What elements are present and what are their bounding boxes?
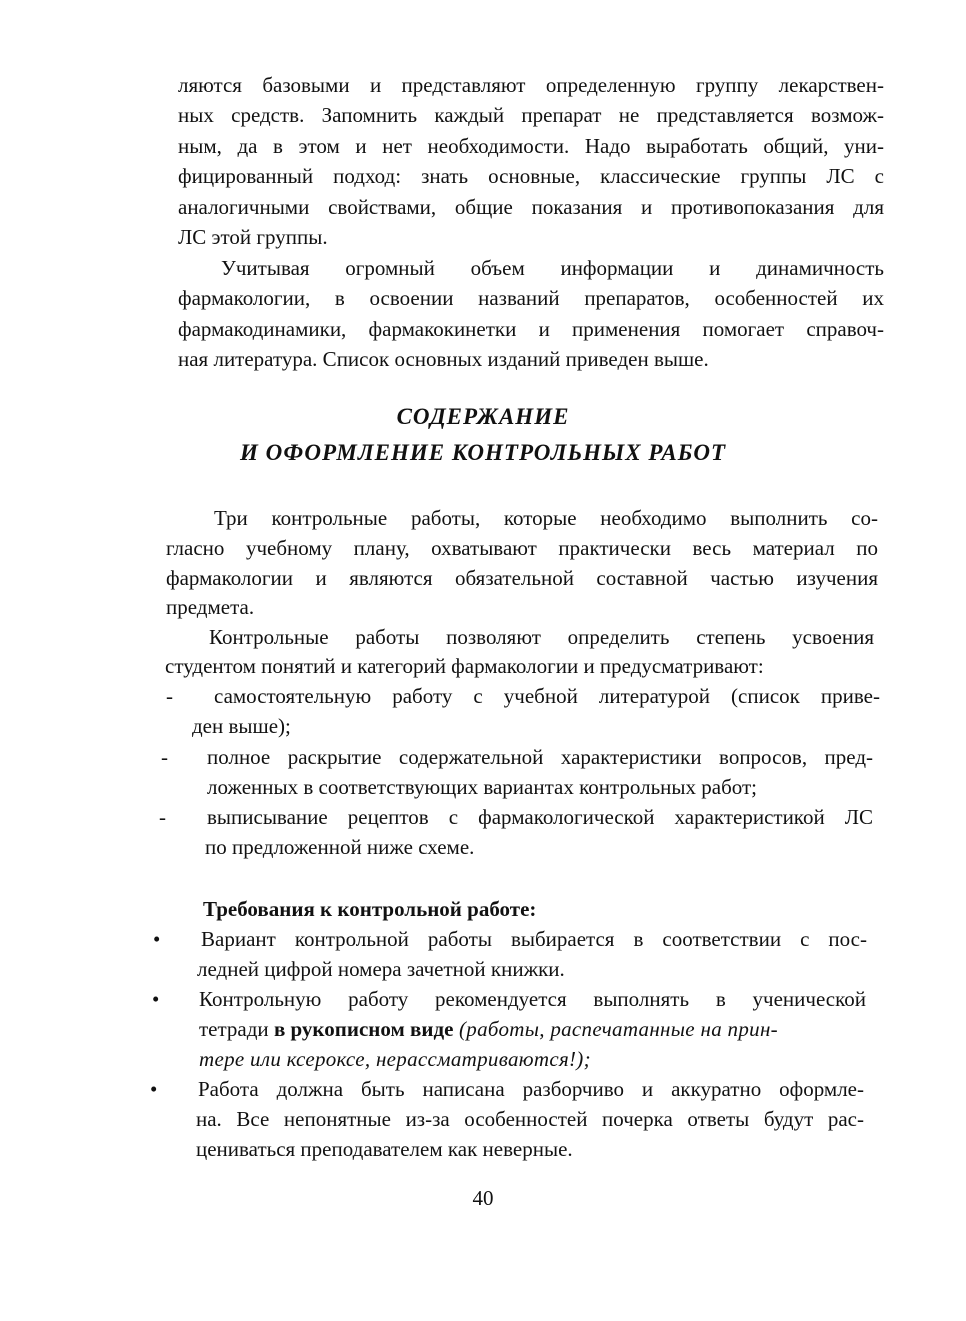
list-item-line: по предложенной ниже схеме. <box>205 835 475 859</box>
section-heading: И ОФОРМЛЕНИЕ КОНТРОЛЬНЫХ РАБОТ <box>239 440 726 465</box>
text-line: Контрольные работы позволяют определить степень усвоения <box>209 625 874 649</box>
italic-run: (работы, распечатанные на прин- <box>453 1017 778 1041</box>
text-line: Три контрольные работы, которые необходимо выполнить со- <box>214 506 878 530</box>
text-line: ная литература. Список основных изданий приведен выше. <box>178 347 709 371</box>
text-line: фармакодинамики, фармакокинетки и применения помогает справоч- <box>178 317 884 341</box>
text-line: ных средств. Запомнить каждый препарат не представляется возмож- <box>178 103 884 127</box>
list-dash: - <box>166 684 173 708</box>
text-line: Учитывая огромный объем информации и динамичность <box>221 256 884 280</box>
list-item-line: ледней цифрой номера зачетной книжки. <box>197 957 565 981</box>
list-item-line: Работа должна быть написана разборчиво и аккуратно оформле- <box>198 1077 864 1101</box>
text-line: студентом понятий и категорий фармакологии и предусматривают: <box>165 654 764 678</box>
text-run: тетради <box>199 1017 274 1041</box>
bullet: • <box>153 927 161 951</box>
text-line: предмета. <box>166 595 255 619</box>
list-item-line: тере или ксероксе, нерассматриваются!); <box>199 1047 591 1071</box>
list-item-line <box>199 1014 778 1044</box>
text-line: гласно учебному плану, охватывают практически весь материал по <box>166 536 878 560</box>
list-item-line: ложенных в соответствующих вариантах контрольных работ; <box>207 775 758 799</box>
list-dash: - <box>159 805 166 829</box>
page-number: 40 <box>472 1186 494 1210</box>
requirements-title: Требования к контрольной работе: <box>203 897 537 921</box>
list-item-line: ден выше); <box>192 714 291 738</box>
text-line: ляются базовыми и представляют определенную группу лекарствен- <box>178 73 884 97</box>
list-item-line: Контрольную работу рекомендуется выполнять в ученической <box>199 987 866 1011</box>
bullet: • <box>152 987 160 1011</box>
text-line: фармакологии, в освоении названий препаратов, особенностей их <box>178 286 884 310</box>
text-line: ЛС этой группы. <box>178 225 328 249</box>
bold-run: в рукописном виде <box>273 1017 454 1041</box>
text-line: фармакологии и являются обязательной составной частью изучения <box>166 566 878 590</box>
list-item-line: полное раскрытие содержательной характеристики вопросов, пред- <box>207 745 873 769</box>
text-line: ным, да в этом и нет необходимости. Надо выработать общий, уни- <box>178 134 884 158</box>
section-heading: СОДЕРЖАНИЕ <box>396 404 570 429</box>
list-item-line: выписывание рецептов с фармакологической характеристикой ЛС <box>207 805 873 829</box>
list-item-line: цениваться преподавателем как неверные. <box>196 1137 573 1161</box>
list-item-line: Вариант контрольной работы выбирается в соответствии с пос- <box>201 927 867 951</box>
text-line: аналогичными свойствами, общие показания и противопоказания для <box>178 195 884 219</box>
text-line: фицированный подход: знать основные, классические группы ЛС с <box>178 164 884 188</box>
bullet: • <box>150 1077 158 1101</box>
list-dash: - <box>161 745 168 769</box>
list-item-line: самостоятельную работу с учебной литературой (список приве- <box>214 684 880 708</box>
list-item-line: на. Все непонятные из-за особенностей почерка ответы будут рас- <box>196 1107 864 1131</box>
